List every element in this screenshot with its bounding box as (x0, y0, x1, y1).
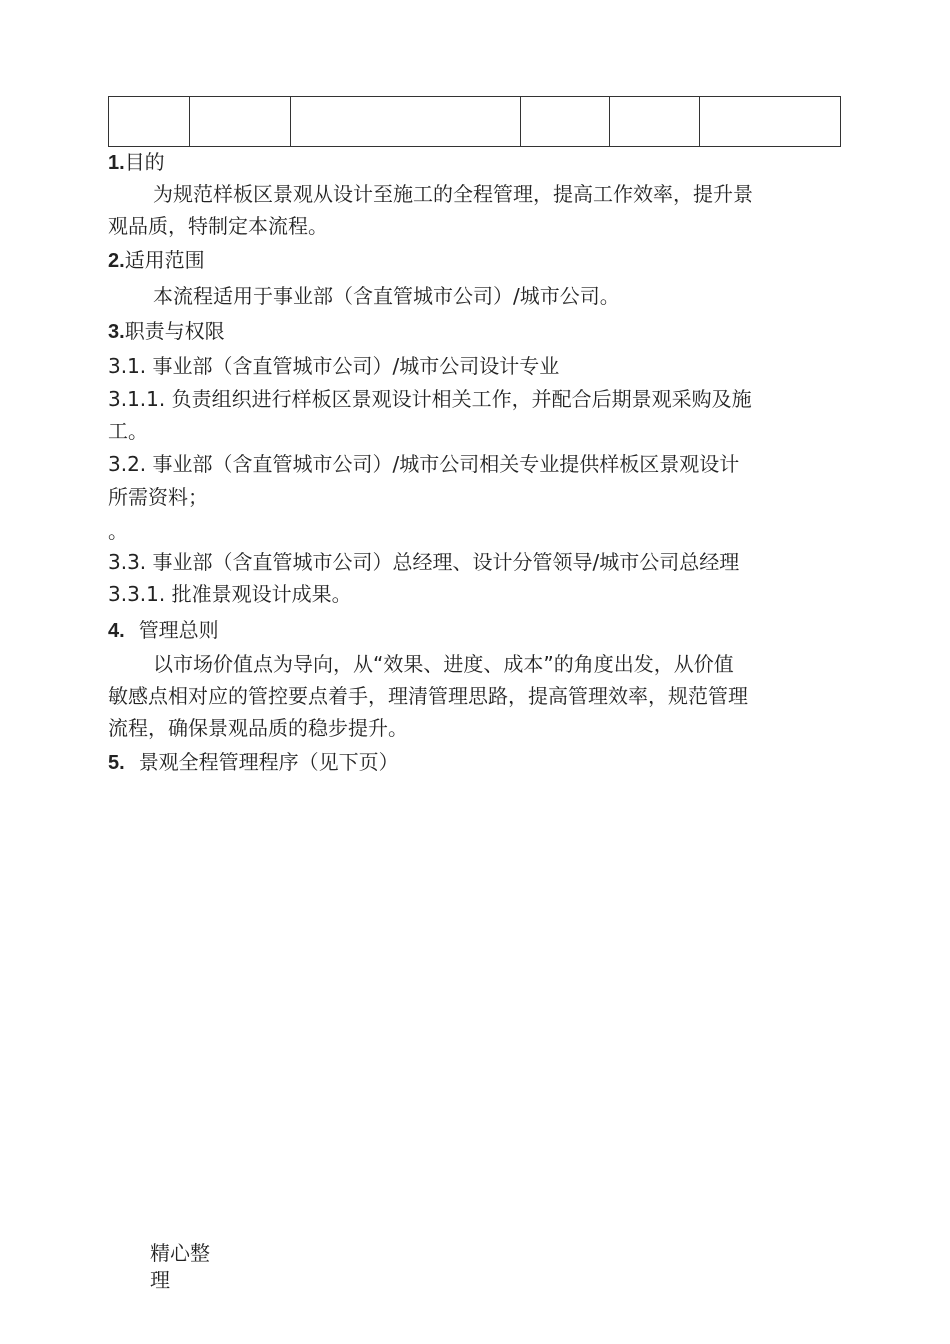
section-4-paragraph-line-1: 以市场价值点为导向，从“效果、进度、成本”的角度出发，从价值 (153, 652, 734, 676)
table-cell (190, 97, 291, 147)
section-1-heading (108, 149, 165, 176)
section-5-title: 景观全程管理程序（见下页） (138, 750, 399, 774)
section-3-2-line-2: 所需资料； (108, 485, 208, 509)
section-3-3-1-text: 3.3.1. 批准景观设计成果。 (108, 582, 352, 606)
section-3-1-1-line-2: 工。 (108, 419, 148, 443)
stray-punctuation: 。 (108, 519, 128, 543)
section-3-2-line-1: 3.2. 事业部（含直管城市公司）/城市公司相关专业提供样板区景观设计 (108, 452, 740, 476)
section-2-paragraph: 本流程适用于事业部（含直管城市公司）/城市公司。 (153, 284, 620, 308)
footer-note (150, 1240, 230, 1294)
section-4-heading (108, 617, 219, 644)
section-3-1-1-line-1: 3.1.1. 负责组织进行样板区景观设计相关工作，并配合后期景观采购及施 (108, 387, 752, 411)
section-5-heading (108, 749, 399, 776)
section-5-number: 5. (108, 752, 125, 774)
table-cell (700, 97, 841, 147)
section-3-title: 职责与权限 (124, 319, 225, 343)
section-4-paragraph-line-3: 流程，确保景观品质的稳步提升。 (108, 716, 408, 740)
section-2-heading (108, 247, 205, 274)
section-2-title: 适用范围 (124, 248, 205, 272)
footer-line-2: 理 (150, 1268, 170, 1292)
section-3-number: 3. (108, 321, 125, 343)
section-2-number: 2. (108, 250, 125, 272)
footer-line-1: 精心整 (150, 1241, 210, 1265)
table-cell (610, 97, 700, 147)
section-1-paragraph-line-2: 观品质，特制定本流程。 (108, 214, 328, 238)
section-1-number: 1. (108, 152, 125, 174)
section-4-number: 4. (108, 620, 125, 642)
section-4-paragraph-line-2: 敏感点相对应的管控要点着手，理清管理思路，提高管理效率，规范管理 (108, 684, 748, 708)
table-row (109, 97, 841, 147)
section-3-heading (108, 318, 225, 345)
section-1-title: 目的 (124, 150, 165, 174)
section-1-paragraph-line-1: 为规范样板区景观从设计至施工的全程管理，提高工作效率，提升景 (153, 182, 753, 206)
section-3-3-text: 3.3. 事业部（含直管城市公司）总经理、设计分管领导/城市公司总经理 (108, 550, 740, 574)
table-cell (109, 97, 190, 147)
section-4-title: 管理总则 (138, 618, 219, 642)
header-table (108, 96, 841, 147)
table-cell (291, 97, 521, 147)
section-3-1-text: 3.1. 事业部（含直管城市公司）/城市公司设计专业 (108, 354, 560, 378)
table-cell (521, 97, 610, 147)
